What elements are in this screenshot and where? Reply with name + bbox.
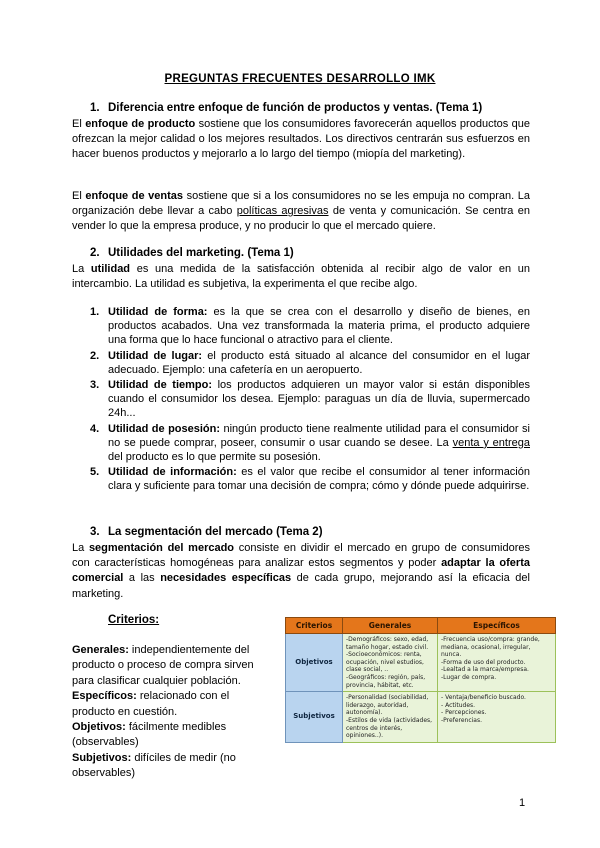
list-item [90,378,530,421]
text: El [72,190,86,202]
section-1-heading [90,102,482,114]
cell-subjetivos-especificos [438,692,556,743]
document-title: PREGUNTAS FRECUENTES DESARROLLO IMK [164,73,436,85]
cell-line: - Actitudes. [441,701,476,709]
underlined-venta-entrega: venta y entrega [452,436,530,449]
criterio-def [72,643,272,689]
item-number: 5. [90,466,100,479]
section-3-heading [90,526,323,538]
underlined-politicas: políticas agresivas [236,205,329,218]
criterio-def [72,720,272,751]
criterio-text: difíciles de medir (no observables) [72,751,236,780]
cell-line: -Estilos de vida (actividades, centros de interés, opiniones..). [346,716,433,740]
section-1-paragraph-2 [72,189,530,235]
section-2-number: 2. [90,247,100,259]
item-term: Utilidad de forma: [108,306,208,318]
list-item [90,422,530,465]
section-3-paragraph [72,541,530,602]
item-text: es la que se crea con el desarrollo y diseño de bienes, en productos acabados. Una vez transformada la materia prima, el producto adquiere una forma que lo hace funcional o atractivo para el cliente. [108,306,531,347]
cell-objetivos-generales [343,634,438,692]
item-term: Utilidad de posesión: [108,422,221,435]
cell-line: -Geográficos: región, país, provincia, hábitat, etc. [346,673,426,689]
term-adaptar-oferta: adaptar la oferta comercial [72,557,530,585]
item-number: 4. [90,422,100,435]
cell-subjetivos-generales [343,692,438,743]
item-text: ningún producto tiene realmente utilidad para el consumidor si no se puede comprar, poseer, consumir o usar cuando se desee. La [108,422,530,449]
text: a las [123,572,161,585]
text: La [72,542,89,554]
criterio-term: Objetivos: [72,721,126,734]
table-row [286,634,556,692]
list-item [90,465,530,493]
row-label-subjetivos: Subjetivos [286,692,343,743]
criterio-term: Específicos: [72,690,137,703]
criterios-table [285,617,556,743]
criterio-def [72,689,272,720]
list-item [90,305,530,348]
criterio-term: Generales: [72,644,129,656]
section-2-title: Utilidades del marketing. (Tema 1) [108,247,294,259]
item-text: los productos adquieren un mayor valor si están disponibles cuando el consumidor los desea. Ejemplo: paraguas un día de lluvia, supermercado 24h... [108,379,530,420]
text: de cada grupo, mejorando así la eficacia del marketing. [72,572,530,600]
cell-line: -Frecuencia uso/compra: grande, mediana, ocasional, irregular, nunca. [441,636,540,659]
term-segmentacion: segmentación del mercado [88,542,235,554]
item-number: 3. [90,379,100,392]
cell-line: -Preferencias. [441,716,483,724]
page-number: 1 [519,797,526,809]
criterio-term: Subjetivos: [72,751,132,764]
term-necesidades: necesidades específicas [160,572,292,585]
term-enfoque-producto: enfoque de producto [85,118,196,130]
cell-line: - Ventaja/beneficio buscado. [441,694,526,702]
text: de venta y comunicación. Se centra en vender lo que la empresa produce, y no producir lo que el mercado quiere. [72,205,530,233]
section-2-heading [90,247,294,259]
text: sostiene que si a los consumidores no se les empuja no compran. La organización debe llevar a cabo [72,190,530,218]
table-header-row [286,618,556,634]
item-term: Utilidad de información: [108,466,237,479]
criterios-title: Criterios: [108,614,160,626]
item-term: Utilidad de lugar: [108,349,203,362]
criterio-text: independientemente del producto o proceso de compra sirven para clasificar cualquier población. [72,644,254,687]
cell-objetivos-especificos [438,634,556,692]
item-term: Utilidad de tiempo: [108,379,213,392]
item-text: del producto es lo que permite su posesión. [108,451,321,464]
item-number: 1. [90,306,100,318]
item-number: 2. [90,349,100,362]
text: La [72,263,91,275]
cell-line: - Percepciones. [441,709,487,717]
criterios-definitions [72,643,272,782]
text: consiste en dividir el mercado en grupo de consumidores con características homogéneas para analizar estos segmentos y poder [72,542,531,570]
section-1-title: Diferencia entre enfoque de función de productos y ventas. (Tema 1) [108,102,483,114]
cell-line: -Lugar de compra. [441,673,497,681]
cell-line: -Lealtad a la marca/empresa. [441,666,529,674]
cell-line: -Socioeconómicos: renta, ocupación, nivel estudios, clase social, .. [346,651,424,674]
cell-line: -Personalidad (sociabilidad, liderazgo, autoridad, autonomía). [346,694,429,717]
section-1-number: 1. [90,102,100,114]
text: es una medida de la satisfacción obtenida al recibir algo de valor en un intercambio. La utilidad es subjetiva, la experimenta el que recibe algo. [72,263,530,291]
item-text: es el valor que recibe el consumidor al tener información clara y suficiente para tomar una decisión de compra; cómo y dónde puede adquirirse. [108,466,530,493]
criterio-text: fácilmente medibles (observables) [72,721,227,749]
text: El [72,118,86,130]
cell-line: -Demográficos: sexo, edad, tamaño hogar, estado civil. [346,636,429,651]
term-utilidad: utilidad [90,263,131,275]
row-label-objetivos: Objetivos [286,634,343,692]
section-2-paragraph [72,262,530,292]
list-item [90,349,530,377]
item-text: el producto está situado al alcance del consumidor en el lugar adecuado. Ejemplo: una cafetería en un aeropuerto. [108,349,530,376]
section-3-title: La segmentación del mercado (Tema 2) [108,526,323,538]
cell-line: -Forma de uso del producto. [441,658,526,666]
utilidades-list [90,305,530,495]
term-enfoque-ventas: enfoque de ventas [85,190,184,202]
text: sostiene que los consumidores favorecerán aquellos productos que ofrezcan la mejor calidad o los mejores resultados. Los directivos centrarán sus esfuerzos en hacer buenos productos y mejorarlo a lo largo del tiempo (miopía del marketing). [72,118,530,161]
table-header-criterios: Criterios [286,618,343,634]
criterio-def [72,751,272,782]
section-1-paragraph-1 [72,117,530,163]
table-row [286,692,556,743]
table-header-generales: Generales [343,618,438,634]
table-header-especificos: Específicos [438,618,556,634]
section-3-number: 3. [90,526,100,538]
criterio-text: relacionado con el producto en cuestión. [72,690,230,718]
